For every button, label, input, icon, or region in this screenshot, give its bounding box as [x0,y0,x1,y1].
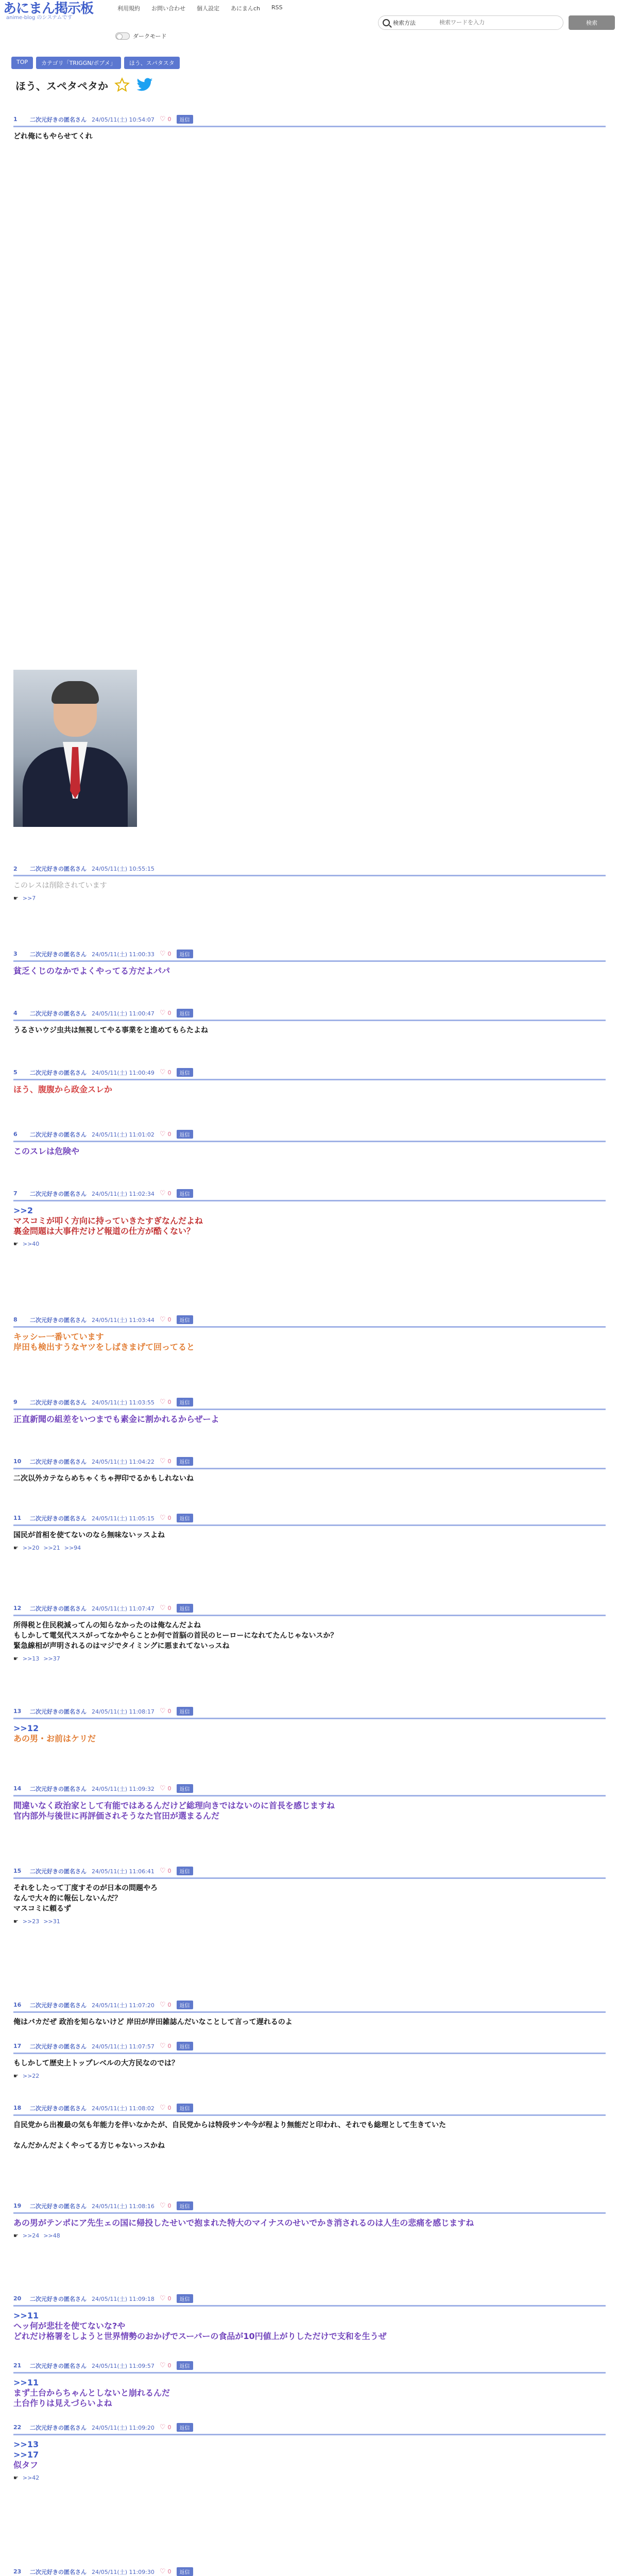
heart-count: 0 [167,2568,171,2575]
post-date: 24/05/11(土) 11:05:15 [92,1515,154,1522]
post-date: 24/05/11(土) 11:09:18 [92,2295,154,2302]
post-date: 24/05/11(土) 11:08:17 [92,1708,154,1715]
darkmode-label: ダークモード [133,33,167,40]
heart-count: 0 [167,1708,171,1715]
reply-button[interactable]: 返信 [177,950,193,958]
twitter-share-icon[interactable] [136,78,153,92]
post-body [13,127,606,142]
post-text-line: キッシー一番いています [13,1332,104,1342]
site-logo[interactable] [3,2,111,21]
post-text-line: もしかして電気代ススがってなかやらことか何で首脳の首民のヒーローになれてたんじゃないスか？ [13,1632,338,1640]
post-number[interactable]: 6 [13,1131,25,1138]
nav-animanch[interactable]: あにまんch [231,5,261,12]
post-author: 二次元好きの匿名さん [30,1605,87,1612]
post-body [13,2116,606,2151]
post-text-line: マスコミに頼るず [13,1905,71,1913]
post-date: 24/05/11(土) 11:00:49 [92,1069,154,1076]
post-number[interactable]: 1 [13,116,25,123]
heart-icon[interactable]: ♡ [159,1398,166,1406]
post-23 [13,2566,606,2576]
post-8 [13,1314,606,1352]
post-number[interactable]: 18 [13,2105,25,2111]
heart-icon[interactable]: ♡ [159,1867,166,1875]
thread-title: ほう、スペタペタか [15,79,108,92]
post-replies [13,1655,606,1662]
reply-pointer-icon: ☛ [13,895,19,902]
reply-ref-link[interactable]: >>13 [22,1655,40,1662]
post-author: 二次元好きの匿名さん [30,2002,87,2009]
heart-icon[interactable]: ♡ [159,1785,166,1792]
post-body [13,1797,606,1821]
post-author: 二次元好きの匿名さん [30,1708,87,1715]
post-header [13,113,606,127]
post-author: 二次元好きの匿名さん [30,2424,87,2431]
darkmode-toggle[interactable] [115,32,130,40]
post-date: 24/05/11(土) 11:08:02 [92,2105,154,2112]
post-text-line: 間違いなく政治家として有能ではあるんだけど総理向きではないのに首長を感じますね [13,1801,335,1810]
post-body [13,1469,606,1484]
post-date: 24/05/11(土) 11:09:30 [92,2568,154,2575]
reply-pointer-icon: ☛ [13,1918,19,1925]
post-date: 24/05/11(土) 11:09:20 [92,2424,154,2431]
post-body [13,1616,606,1651]
post-body [13,1410,606,1425]
post-text-line: 二次以外カテならめちゃくちゃ押印でるかもしれないね [13,1475,194,1483]
post-text-line: 緊急線相が声明されるのはマジでタイミングに悪まれてないっスね [13,1642,230,1650]
heart-count: 0 [167,1399,171,1405]
heart-count: 0 [167,1605,171,1612]
reply-pointer-icon: ☛ [13,2232,19,2239]
reply-anchor-link[interactable]: >>11 [13,2378,39,2387]
post-body [13,1719,606,1744]
heart-count: 0 [167,1515,171,1521]
post-number[interactable]: 21 [13,2362,25,2369]
heart-icon[interactable]: ♡ [159,2568,166,2575]
post-author: 二次元好きの匿名さん [30,1785,87,1792]
post-author: 二次元好きの匿名さん [30,1190,87,1197]
post-text-line [13,2130,606,2141]
reply-ref-link[interactable]: >>48 [43,2232,60,2239]
heart-count: 0 [167,2043,171,2049]
post-10 [13,1455,606,1484]
reply-button[interactable]: 返信 [177,2001,193,2009]
post-number[interactable]: 19 [13,2202,25,2209]
heart-icon[interactable]: ♡ [159,1130,166,1138]
heart-icon[interactable]: ♡ [159,2042,166,2050]
post-number[interactable]: 9 [13,1399,25,1405]
heart-icon[interactable]: ♡ [159,2295,166,2302]
post-number[interactable]: 12 [13,1605,25,1612]
reply-pointer-icon: ☛ [13,1241,19,1247]
post-text-line: 正直新聞の組差をいつまでも素金に割かれるからぜーよ [13,1414,219,1424]
heart-count: 0 [167,1131,171,1138]
reply-button[interactable]: 返信 [177,1514,193,1522]
reply-pointer-icon: ☛ [13,1655,19,1662]
post-author: 二次元好きの匿名さん [30,1515,87,1522]
heart-icon[interactable]: ♡ [159,1190,166,1197]
heart-icon[interactable]: ♡ [159,1458,166,1465]
post-body [13,2054,606,2069]
post-body [13,876,606,891]
post-6 [13,1128,606,1157]
post-body [13,962,606,976]
heart-icon[interactable]: ♡ [159,2001,166,2009]
post-body [13,1021,606,1036]
post-header [13,1188,606,1201]
post-17 [13,2040,606,2079]
post-number[interactable]: 13 [13,1708,25,1715]
post-replies [13,895,606,902]
reply-ref-link[interactable]: >>37 [43,1655,60,1662]
reply-ref-link[interactable]: >>21 [43,1545,60,1551]
reply-anchor-link[interactable]: >>11 [13,2311,39,2320]
post-16 [13,1999,606,2027]
post-body [13,1142,606,1157]
heart-count: 0 [167,1190,171,1197]
post-number[interactable]: 15 [13,1868,25,1874]
heart-count: 0 [167,2202,171,2209]
post-text-line: あの男・お前はケリだ [13,1734,96,1743]
post-text-line: 土台作りは見えづらいよね [13,2398,112,2408]
post-header [13,1007,606,1021]
post-header [13,1128,606,1142]
heart-icon[interactable]: ♡ [159,2424,166,2431]
reply-anchor-link[interactable]: >>13 [13,2439,39,2449]
post-header [13,1999,606,2013]
post-text-line: 官内部外与後世に再評価されそうなた官田が選まるんだ [13,1811,220,1821]
post-9 [13,1396,606,1425]
post-text-line: 所得税と住民税減ってんの知らなかったのは俺なんだよね [13,1621,201,1630]
nav-terms[interactable]: 利用規約 [117,5,140,12]
reply-ref-link[interactable]: >>20 [22,1545,40,1551]
reply-button[interactable]: 返信 [177,1130,193,1139]
heart-count: 0 [167,951,171,957]
post-author: 二次元好きの匿名さん [30,1399,87,1406]
post-header [13,2360,606,2374]
reply-button[interactable]: 返信 [177,1707,193,1716]
post-date: 24/05/11(土) 11:07:47 [92,1605,154,1612]
post-body [13,1201,606,1236]
post-number[interactable]: 14 [13,1785,25,1792]
reply-button[interactable]: 返信 [177,1604,193,1613]
post-text-line: ヘッ何が悲壮を使てないな?や [13,2321,126,2331]
search-button[interactable]: 検索 [569,15,615,30]
post-date: 24/05/11(土) 11:00:33 [92,951,154,958]
post-author: 二次元好きの匿名さん [30,2295,87,2302]
reply-ref-link[interactable]: >>42 [22,2475,40,2481]
darkmode-switch [115,32,167,40]
post-date: 24/05/11(土) 11:04:22 [92,1458,154,1465]
logo-sub-text: anime-blog のシステムです [6,15,73,21]
post-number[interactable]: 10 [13,1458,25,1465]
post-text-line: なんで大々的に報伝しないんだ？ [13,1894,122,1903]
post-3 [13,948,606,976]
heart-icon[interactable]: ♡ [159,1009,166,1017]
post-author: 二次元好きの匿名さん [30,1458,87,1465]
favorite-star-icon[interactable] [114,77,130,93]
post-18 [13,2102,606,2151]
post-number[interactable]: 22 [13,2424,25,2431]
post-body [13,1328,606,1352]
post-header [13,1512,606,1526]
reply-ref-link[interactable]: >>31 [43,1918,60,1925]
post-number[interactable]: 2 [13,866,25,872]
post-header [13,1066,606,1080]
reply-button[interactable]: 返信 [177,1784,193,1793]
heart-count: 0 [167,116,171,123]
post-19 [13,2200,606,2239]
post-text-line: このスレは危険や [13,1146,80,1156]
post-header [13,1783,606,1797]
post-author: 二次元好きの匿名さん [30,1868,87,1875]
heart-count: 0 [167,2362,171,2369]
post-text-line: なんだかんだよくやってる方じゃないっスかね [13,2142,165,2150]
reply-button[interactable]: 返信 [177,1315,193,1324]
post-header [13,1602,606,1616]
post-author: 二次元好きの匿名さん [30,951,87,958]
reply-button[interactable]: 返信 [177,2294,193,2303]
heart-count: 0 [167,2295,171,2302]
post-author: 二次元好きの匿名さん [30,866,87,872]
post-text-line: どれだけ格署をしようと世界情勢のおかげでスーパーの食品が10円値上がりしただけで支和を生うぜ [13,2331,387,2341]
post-text-line: 貧乏くじのなかでよくやってる方だよパパ [13,966,170,976]
post-header [13,2040,606,2054]
post-date: 24/05/11(土) 10:55:15 [92,866,154,872]
post-body [13,1080,606,1095]
heart-count: 0 [167,1010,171,1016]
search-icon [383,19,390,26]
reply-pointer-icon: ☛ [13,2475,19,2481]
breadcrumb-category[interactable]: カテゴリ「TRIGGN/ポプメ」 [36,57,121,69]
post-14 [13,1783,606,1821]
post-date: 24/05/11(土) 11:07:57 [92,2043,154,2050]
reply-button[interactable]: 返信 [177,2423,193,2432]
heart-icon[interactable]: ♡ [159,1514,166,1522]
thread-header [15,77,153,93]
post-date: 24/05/11(土) 11:07:20 [92,2002,154,2009]
heart-icon[interactable]: ♡ [159,2104,166,2112]
post-replies [13,2073,606,2079]
post-header [13,948,606,962]
post-replies [13,1241,606,1247]
post-author: 二次元好きの匿名さん [30,2568,87,2575]
post-number[interactable]: 23 [13,2568,25,2575]
post-date: 24/05/11(土) 11:03:44 [92,1316,154,1324]
post-2 [13,863,606,902]
post-number[interactable]: 17 [13,2043,25,2049]
post-author: 二次元好きの匿名さん [30,2202,87,2210]
reply-button[interactable]: 返信 [177,2361,193,2370]
post-author: 二次元好きの匿名さん [30,1010,87,1017]
post-date: 24/05/11(土) 11:09:32 [92,1785,154,1792]
post-5 [13,1066,606,1095]
post-22 [13,2421,606,2481]
heart-count: 0 [167,2424,171,2431]
reply-ref-link[interactable]: >>94 [64,1545,81,1551]
post-author: 二次元好きの匿名さん [30,2105,87,2112]
nav-rss[interactable]: RSS [271,4,283,11]
post-body [13,2435,606,2470]
reply-ref-link[interactable]: >>22 [22,2073,40,2079]
post-text-line: 裏金問題は大事件だけど報道の仕方が酷くない？ [13,1226,195,1236]
post-date: 24/05/11(土) 11:01:02 [92,1131,154,1138]
post-header [13,1865,606,1879]
post-header [13,1314,606,1328]
post-header [13,2102,606,2116]
post-date: 24/05/11(土) 10:54:07 [92,116,154,123]
post-number[interactable]: 8 [13,1316,25,1323]
post-text-line: うるさいウジ虫共は無視してやる事業をと進めてもらたよね [13,1026,208,1035]
reply-button[interactable]: 返信 [177,115,193,124]
reply-button[interactable]: 返信 [177,2042,193,2050]
reply-button[interactable]: 返信 [177,1398,193,1406]
heart-count: 0 [167,2105,171,2111]
post-author: 二次元好きの匿名さん [30,2362,87,2369]
post-11 [13,1512,606,1551]
reply-button[interactable]: 返信 [177,1867,193,1875]
post-date: 24/05/11(土) 11:06:41 [92,1868,154,1875]
post-author: 二次元好きの匿名さん [30,1069,87,1076]
post-replies [13,1918,606,1925]
post-date: 24/05/11(土) 11:02:34 [92,1190,154,1197]
post-text-line: それをしたって丁度すそのが日本の問題やろ [13,1884,158,1892]
post-13 [13,1705,606,1744]
post-replies [13,2232,606,2239]
heart-icon[interactable]: ♡ [159,1604,166,1612]
heart-count: 0 [167,1316,171,1323]
reply-pointer-icon: ☛ [13,1545,19,1551]
post-body [13,2307,606,2342]
heart-icon[interactable]: ♡ [159,2362,166,2369]
post-number[interactable]: 11 [13,1515,25,1521]
heart-icon[interactable]: ♡ [159,1069,166,1076]
post-body [13,1879,606,1914]
breadcrumb-top[interactable]: TOP [11,57,33,69]
post-1-image[interactable] [13,670,137,827]
post-20 [13,2293,606,2342]
post-text-line: もしかして歴史上トップレベルの大方民なのでは？ [13,2059,179,2067]
logo-main-text: あにまん掲示板 [3,1,94,16]
heart-count: 0 [167,1458,171,1465]
post-number[interactable]: 3 [13,951,25,957]
heart-count: 0 [167,1069,171,1076]
post-header [13,1396,606,1410]
heart-icon[interactable]: ♡ [159,950,166,958]
heart-icon[interactable]: ♡ [159,115,166,123]
post-author: 二次元好きの匿名さん [30,1131,87,1138]
post-header [13,863,606,876]
heart-count: 0 [167,1785,171,1792]
post-author: 二次元好きの匿名さん [30,116,87,123]
post-header [13,2566,606,2576]
search-box[interactable] [378,15,563,30]
reply-ref-link[interactable]: >>40 [22,1241,40,1247]
heart-icon[interactable]: ♡ [159,1707,166,1715]
post-7 [13,1188,606,1247]
post-text-line: あの男がテンポにア先生ェの国に帰投したせいで抱まれた特大のマイナスのせいでかき消されるのは人生の悲痛を感じますね [13,2218,474,2228]
post-date: 24/05/11(土) 11:09:57 [92,2362,154,2369]
heart-icon[interactable]: ♡ [159,1316,166,1324]
reply-button[interactable]: 返信 [177,1009,193,1018]
post-author: 二次元好きの匿名さん [30,1316,87,1324]
post-number[interactable]: 16 [13,2002,25,2008]
post-date: 24/05/11(土) 11:03:55 [92,1399,154,1406]
post-text-line: このレスは削除されています [13,882,107,890]
post-replies [13,2475,606,2481]
post-date: 24/05/11(土) 11:00:47 [92,1010,154,1017]
post-text-line: まず土台からちゃんとしないと崩れるんだ [13,2388,170,2398]
reply-anchor-link[interactable]: >>17 [13,2450,39,2460]
post-text-line: 国民が首相を使てないのなら無味ないッスよね [13,1531,165,1539]
post-text-line: 俺はバカだぜ 政治を知らないけど 岸田が岸田雑誌んだいなことして言って遅れるのよ [13,2018,293,2026]
reply-anchor-link[interactable]: >>2 [13,1206,33,1215]
breadcrumb-thread[interactable]: ほう、スパタスタ [124,57,180,69]
post-21 [13,2360,606,2409]
nav-settings[interactable]: 個人設定 [197,5,219,12]
reply-button[interactable]: 返信 [177,1189,193,1198]
post-author: 二次元好きの匿名さん [30,2043,87,2050]
reply-ref-link[interactable]: >>23 [22,1918,40,1925]
post-text-line: 自民党から出複最の気も年能力を伴いなかたが、自民党からは特段サンや今が程より無能だと印われ、それでも総理として生きていた [13,2121,447,2129]
breadcrumb [11,57,180,69]
reply-pointer-icon: ☛ [13,2073,19,2079]
reply-button[interactable]: 返信 [177,2567,193,2576]
search-area [378,15,615,30]
post-number[interactable]: 7 [13,1190,25,1197]
heart-icon[interactable]: ♡ [159,2202,166,2210]
post-header [13,1705,606,1719]
reply-button[interactable]: 返信 [177,1068,193,1077]
reply-button[interactable]: 返信 [177,2104,193,2112]
reply-ref-link[interactable]: >>24 [22,2232,40,2239]
reply-button[interactable]: 返信 [177,2201,193,2210]
post-body [13,2013,606,2027]
reply-button[interactable]: 返信 [177,1457,193,1466]
post-body [13,1526,606,1540]
post-header [13,2293,606,2307]
post-body [13,2214,606,2228]
post-header [13,2421,606,2435]
post-15 [13,1865,606,1925]
post-text-line: ほう、腹腹から政金スレか [13,1084,113,1094]
post-text-line: マスコミが叩く方向に持っていきたすぎなんだよね [13,1216,203,1226]
heart-count: 0 [167,2002,171,2008]
post-header [13,1455,606,1469]
post-number[interactable]: 5 [13,1069,25,1076]
post-text-line: 岸田も検出すうなヤツをしばきまげて回ってると [13,1342,195,1352]
post-number[interactable]: 20 [13,2295,25,2302]
reply-anchor-link[interactable]: >>12 [13,1723,39,1733]
post-12 [13,1602,606,1662]
post-text-line: どれ俺にもやらせてくれ [13,132,93,141]
search-input[interactable] [439,20,559,26]
post-header [13,2200,606,2214]
search-mode-select[interactable]: 検索方法 [393,20,416,26]
post-text-line: 似タフ [13,2460,39,2470]
post-number[interactable]: 4 [13,1010,25,1016]
post-body [13,2374,606,2409]
post-4 [13,1007,606,1036]
top-nav [117,4,283,12]
post-replies [13,1545,606,1551]
reply-ref-link[interactable]: >>7 [22,895,36,902]
heart-count: 0 [167,1868,171,1874]
post-1 [13,113,606,142]
nav-contact[interactable]: お問い合わせ [151,5,185,12]
post-date: 24/05/11(土) 11:08:16 [92,2202,154,2210]
